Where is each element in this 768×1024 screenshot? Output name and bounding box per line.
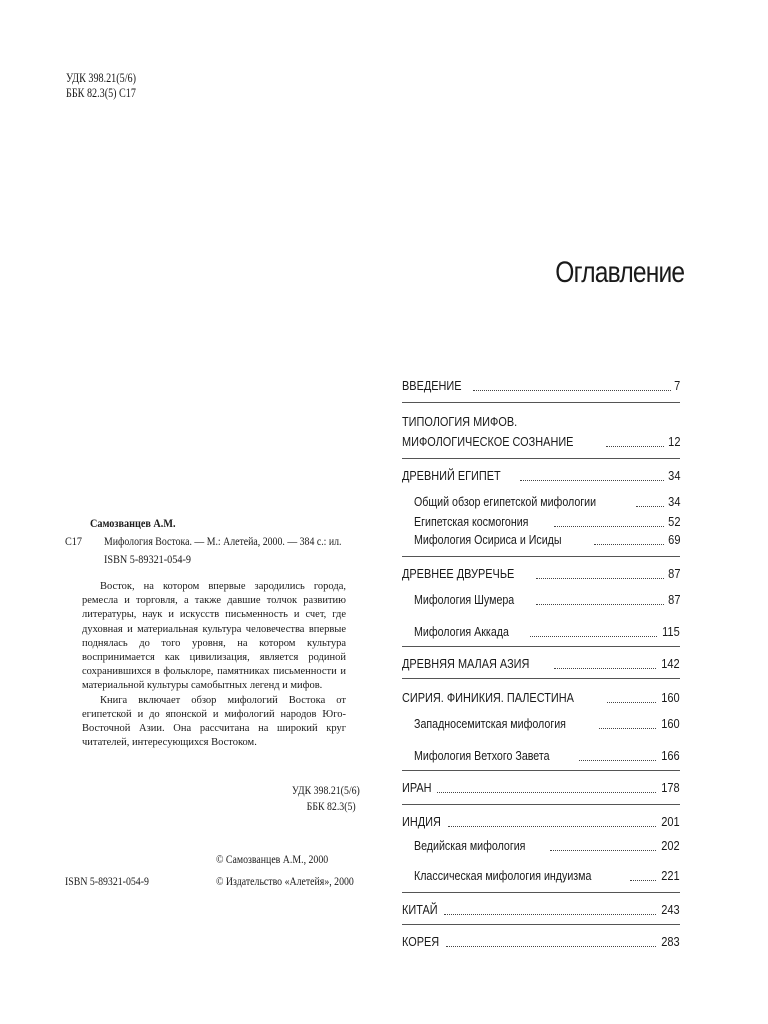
toc-entry-label: ИРАН [402,780,432,795]
toc-entry-page: 87 [667,566,680,581]
divider [402,646,680,647]
toc-entry-label: КИТАЙ [402,902,438,917]
divider [402,892,680,893]
copyright-publisher: © Издательство «Алетейя», 2000 [216,874,354,888]
isbn-bottom: ISBN 5-89321-054-9 [65,874,149,888]
toc-title: Оглавление [555,256,684,289]
toc-entry [402,934,680,950]
toc-entry-label: ИНДИЯ [402,814,441,829]
toc-entry-label: Мифология Ветхого Завета [414,748,550,763]
leader-dots [536,603,663,605]
toc-entry-label: ДРЕВНЯЯ МАЛАЯ АЗИЯ [402,656,530,671]
toc-entry-page: 160 [661,690,680,705]
toc-entry-page: 52 [667,514,680,529]
author-code: С17 [65,534,83,548]
toc-entry [402,378,680,394]
leader-dots [599,727,656,729]
toc-entry [402,868,680,884]
leader-dots [607,701,657,703]
divider [402,402,680,403]
udk-code: УДК 398.21(5/6) [66,70,136,85]
leader-dots [530,635,658,637]
toc-entry-page: 87 [667,592,680,607]
leader-dots [554,667,657,669]
leader-dots [444,913,656,915]
toc-entry-label: Западносемитская мифология [414,716,566,731]
toc-entry-page: 178 [661,780,680,795]
toc-entry-label: Ведийская мифология [414,838,526,853]
toc-entry [402,780,680,796]
toc-entry-label: СИРИЯ. ФИНИКИЯ. ПАЛЕСТИНА [402,690,574,705]
divider [402,770,680,771]
toc-entry-label: Мифология Осириса и Исиды [414,532,562,547]
toc-entry-label: Мифология Шумера [414,592,515,607]
toc-entry [402,748,680,764]
toc-entry [402,716,680,732]
toc-entry [402,514,680,530]
toc-entry-page: 34 [667,468,680,483]
toc-entry [402,434,680,450]
toc-entry-page: 7 [673,378,680,393]
toc-entry-label: Классическая мифология индуизма [414,868,592,883]
toc-entry [402,690,680,706]
divider [402,556,680,557]
toc-entry-page: 160 [661,716,680,731]
annotation-paragraph: Восток, на котором впервые зародились города, ремесла и торговля, а также давшие толчок развитию литературы, наук и искусств письменность и счет, где духовная и материальная культура человечества впервые поднялась до того уровня, на котором культура воспринимается как цивилизация, является родиной сохранившихся в фольклоре, памятниках письменности и материальной культуры самобытных легенд и мифов. [82,581,346,692]
toc-entry [402,566,680,582]
leader-dots [579,759,656,761]
toc-entry-label: ДРЕВНЕЕ ДВУРЕЧЬЕ [402,566,515,581]
leader-dots [446,945,656,947]
toc-entry-page: 12 [667,434,680,449]
bbk-code: ББК 82.3(5) С17 [66,85,136,100]
toc-entry [402,532,680,548]
toc-entry [402,838,680,854]
bibliographic-reference: Мифология Востока. — М.: Алетейа, 2000. — 384 с.: ил. [104,534,342,548]
leader-dots [630,879,656,881]
toc-entry-label: Мифология Аккада [414,624,509,639]
toc-entry [402,656,680,672]
leader-dots [550,849,656,851]
toc-entry-page: 243 [661,902,680,917]
toc-entry-label: ДРЕВНИЙ ЕГИПЕТ [402,468,501,483]
divider [402,924,680,925]
leader-dots [473,389,671,391]
toc-entry-page: 142 [661,656,680,671]
leader-dots [448,825,656,827]
toc-entry [402,494,680,510]
toc-entry-page: 283 [661,934,680,949]
leader-dots [520,479,664,481]
isbn: ISBN 5-89321-054-9 [104,552,191,566]
leader-dots [437,791,656,793]
classification-codes [66,70,156,100]
toc-entry-page: 115 [662,624,680,639]
leader-dots [536,577,664,579]
divider [402,804,680,805]
classification-codes-bottom [292,782,360,814]
toc-entry-label: МИФОЛОГИЧЕСКОЕ СОЗНАНИЕ [402,434,574,449]
toc-entry-page: 34 [667,494,680,509]
toc-entry [402,592,680,608]
leader-dots [554,525,664,527]
leader-dots [606,445,663,447]
toc-entry-label: Общий обзор египетской мифологии [414,494,597,509]
toc-entry-page: 69 [667,532,680,547]
toc-entry [402,902,680,918]
leader-dots [636,505,663,507]
annotation [82,580,346,750]
toc-entry-page: 221 [661,868,680,883]
divider [402,678,680,679]
toc-entry [402,624,680,640]
leader-dots [594,543,664,545]
toc-entry [402,468,680,484]
toc-entry-page: 202 [661,838,680,853]
toc-entry-label-line1: ТИПОЛОГИЯ МИФОВ. [402,414,518,429]
copyright-author: © Самозванцев А.М., 2000 [216,852,329,866]
toc-entry [402,814,680,830]
bbk-code: ББК 82.3(5) [306,799,356,813]
toc-entry-label: КОРЕЯ [402,934,440,949]
toc-entry-page: 166 [661,748,680,763]
annotation-paragraph: Книга включает обзор мифологий Востока от египетской и до японской и мифологий народов Юго-Восточной Азии. Она рассчитана на широкий круг читателей, интересующихся Востоком. [82,694,346,749]
udk-code: УДК 398.21(5/6) [292,783,360,797]
toc-entry-page: 201 [661,814,680,829]
divider [402,458,680,459]
toc-entry-label: Египетская космогония [414,514,529,529]
toc-entry-label: ВВЕДЕНИЕ [402,378,462,393]
author-name: Самозванцев А.М. [90,516,176,530]
